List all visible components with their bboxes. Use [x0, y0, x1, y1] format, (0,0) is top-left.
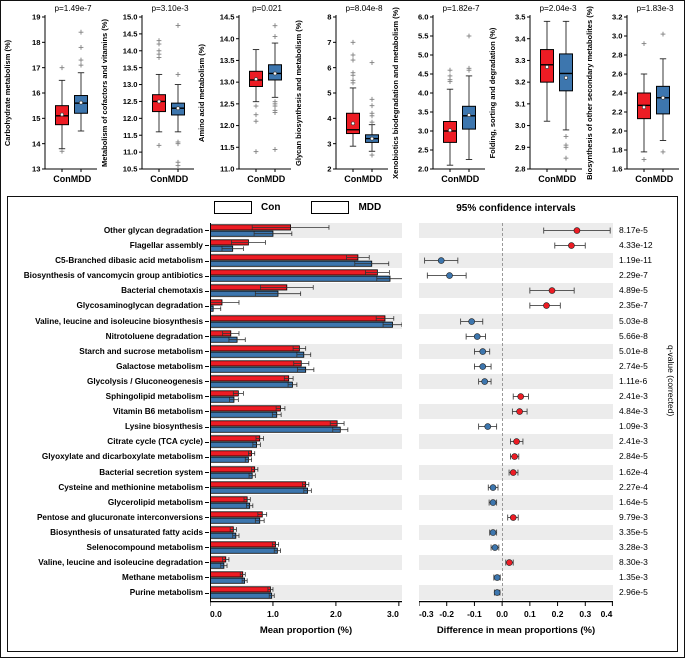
q-value: 1.62e-4 [619, 466, 648, 477]
svg-text:p=2.04e-3: p=2.04e-3 [539, 4, 577, 13]
svg-text:2.8: 2.8 [514, 164, 526, 174]
confidence-interval [419, 298, 613, 313]
mean-proportion-bars [210, 223, 402, 238]
confidence-interval [419, 344, 613, 359]
svg-text:12.0: 12.0 [122, 113, 138, 123]
pathway-label: Bacterial secretion system [8, 465, 210, 480]
q-value: 2.41e-3 [619, 436, 648, 447]
mean-proportion-bars [210, 570, 402, 585]
pathway-label: Selenocompound metabolism [8, 540, 210, 555]
q-value: 8.30e-3 [619, 557, 648, 568]
svg-text:16: 16 [32, 88, 41, 98]
legend [214, 201, 381, 214]
svg-text:3.0: 3.0 [387, 609, 399, 619]
confidence-interval [419, 389, 613, 404]
svg-text:1.8: 1.8 [611, 145, 623, 155]
pathway-row [8, 374, 677, 389]
pathway-row [8, 283, 677, 298]
mean-proportion-bars [210, 434, 402, 449]
confidence-interval [419, 480, 613, 495]
svg-text:MDD: MDD [70, 174, 92, 184]
pathway-row [8, 525, 677, 540]
qvalue-axis-label: q-value (corrected) [666, 345, 676, 417]
ci-title: 95% confidence intervals [456, 203, 576, 214]
pathway-row [8, 298, 677, 313]
pathway-label: Flagellar assembly [8, 238, 210, 253]
stamp-rows [8, 223, 677, 600]
pathway-label: Galactose metabolism [8, 359, 210, 374]
pathway-label: Valine, leucine and isoleucine biosynthesis [8, 314, 210, 329]
svg-text:7: 7 [327, 37, 332, 47]
boxplot-panel [195, 1, 292, 196]
q-value: 4.33e-12 [619, 240, 653, 251]
svg-text:2.6: 2.6 [611, 69, 623, 79]
svg-text:Xenobiotics biodegradation and: Xenobiotics biodegradation and metabolism (%) [391, 7, 400, 179]
mean-proportion-bars [210, 465, 402, 480]
mean-proportion-bars [210, 419, 402, 434]
svg-text:4.0: 4.0 [417, 88, 429, 98]
svg-text:MDD: MDD [458, 174, 480, 184]
q-value: 3.35e-5 [619, 526, 648, 537]
q-value: 2.35e-7 [619, 300, 648, 311]
svg-text:10.5: 10.5 [122, 164, 138, 174]
mean-proportion-bars [210, 525, 402, 540]
confidence-interval [419, 510, 613, 525]
svg-text:Con: Con [538, 174, 556, 184]
mean-proportion-bars [210, 540, 402, 555]
svg-text:p=3.10e-3: p=3.10e-3 [151, 4, 189, 13]
pathway-label: Glyoxylate and dicarboxylate metabolism [8, 449, 210, 464]
confidence-interval [419, 268, 613, 283]
svg-text:6.0: 6.0 [417, 12, 429, 22]
confidence-interval [419, 253, 613, 268]
pathway-label: Nitrotoluene degradation [8, 329, 210, 344]
confidence-interval [419, 540, 613, 555]
svg-text:Con: Con [53, 174, 71, 184]
confidence-interval [419, 570, 613, 585]
svg-text:p=0.021: p=0.021 [252, 4, 282, 13]
svg-text:15: 15 [32, 113, 41, 123]
pathway-label: Sphingolipid metabolism [8, 389, 210, 404]
pathway-row [8, 359, 677, 374]
svg-text:Biosynthesis of other secondar: Biosynthesis of other secondary metabolites (%) [585, 6, 594, 180]
pathway-row [8, 329, 677, 344]
svg-text:0.0: 0.0 [210, 609, 222, 619]
confidence-interval [419, 314, 613, 329]
svg-text:0.2: 0.2 [551, 609, 564, 619]
svg-text:2.9: 2.9 [514, 142, 526, 152]
q-value: 2.84e-5 [619, 451, 648, 462]
svg-text:3.2: 3.2 [611, 12, 623, 22]
svg-text:p=1.49e-7: p=1.49e-7 [54, 4, 92, 13]
pathway-row [8, 253, 677, 268]
confidence-interval [419, 525, 613, 540]
pathway-row [8, 419, 677, 434]
legend-mdd-label: MDD [358, 202, 382, 213]
svg-text:2.4: 2.4 [611, 88, 623, 98]
svg-text:11.5: 11.5 [220, 142, 235, 152]
svg-text:5.5: 5.5 [417, 31, 429, 41]
pathway-row [8, 510, 677, 525]
confidence-interval [419, 585, 613, 600]
svg-text:2: 2 [327, 164, 332, 174]
svg-text:Con: Con [150, 174, 168, 184]
svg-text:0.1: 0.1 [523, 609, 536, 619]
confidence-interval [419, 419, 613, 434]
q-value: 9.79e-3 [619, 511, 648, 522]
confidence-interval [419, 359, 613, 374]
svg-text:0.0: 0.0 [496, 609, 509, 619]
mean-proportion-bars [210, 298, 402, 313]
q-value: 5.01e-8 [619, 345, 648, 356]
pathway-label: Lysine biosynthesis [8, 419, 210, 434]
mean-proportion-bars [210, 480, 402, 495]
svg-text:Amino acid metabolism (%): Amino acid metabolism (%) [197, 44, 206, 142]
svg-text:Con: Con [635, 174, 653, 184]
pathway-row [8, 389, 677, 404]
svg-text:14: 14 [32, 139, 41, 149]
q-value: 2.74e-5 [619, 360, 648, 371]
svg-text:3.0: 3.0 [514, 121, 526, 131]
svg-text:p=8.04e-8: p=8.04e-8 [345, 4, 383, 13]
mean-proportion-bars [210, 374, 402, 389]
pathway-row [8, 465, 677, 480]
pathway-label: Valine, leucine and isoleucine degradation [8, 555, 210, 570]
svg-text:17: 17 [32, 63, 41, 73]
pathway-row [8, 268, 677, 283]
svg-text:14.0: 14.0 [219, 34, 235, 44]
boxplot-panel [389, 1, 486, 196]
mean-proportion-bars [210, 238, 402, 253]
svg-text:13.5: 13.5 [219, 56, 235, 66]
svg-text:12.0: 12.0 [219, 121, 235, 131]
q-value: 1.35e-3 [619, 572, 648, 583]
confidence-interval [419, 449, 613, 464]
q-value: 2.96e-5 [619, 587, 648, 598]
mean-proportion-bars [210, 283, 402, 298]
q-value: 4.89e-5 [619, 285, 648, 296]
q-value: 2.41e-3 [619, 391, 648, 402]
svg-text:Con: Con [247, 174, 265, 184]
pathway-label: Pentose and glucuronate interconversions [8, 510, 210, 525]
svg-text:Con: Con [441, 174, 459, 184]
svg-text:14.5: 14.5 [219, 12, 235, 22]
svg-text:3.5: 3.5 [417, 107, 429, 117]
svg-text:3.1: 3.1 [514, 99, 526, 109]
q-value: 5.66e-8 [619, 330, 648, 341]
legend-con-label: Con [261, 202, 281, 213]
svg-text:2.0: 2.0 [329, 609, 342, 619]
svg-text:-0.1: -0.1 [467, 609, 482, 619]
svg-text:13.5: 13.5 [122, 63, 138, 73]
q-value: 1.11e-6 [619, 375, 648, 386]
confidence-interval [419, 555, 613, 570]
mean-proportion-bars [210, 510, 402, 525]
svg-text:4: 4 [327, 113, 332, 123]
svg-text:p=1.82e-7: p=1.82e-7 [442, 4, 480, 13]
bars-x-axis [210, 601, 402, 625]
bars-y-axis [210, 223, 211, 601]
pathway-label: Biosynthesis of vancomycin group antibiotics [8, 268, 210, 283]
legend-con-swatch [214, 201, 252, 214]
svg-text:3.2: 3.2 [514, 77, 526, 87]
mean-proportion-bars [210, 495, 402, 510]
svg-text:MDD: MDD [555, 174, 577, 184]
pathway-row [8, 449, 677, 464]
pathway-row [8, 585, 677, 600]
mean-proportion-bars [210, 555, 402, 570]
confidence-interval [419, 238, 613, 253]
svg-text:2.5: 2.5 [417, 145, 429, 155]
svg-text:18: 18 [32, 37, 41, 47]
svg-text:1.0: 1.0 [267, 609, 279, 619]
mean-proportion-bars [210, 268, 402, 283]
mean-proportion-bars [210, 389, 402, 404]
pathway-row [8, 223, 677, 238]
svg-text:14.0: 14.0 [122, 46, 138, 56]
pathway-row [8, 540, 677, 555]
svg-text:Carbohydrate metabolism (%): Carbohydrate metabolism (%) [3, 39, 12, 147]
svg-text:1.6: 1.6 [611, 164, 623, 174]
pathway-row [8, 555, 677, 570]
svg-text:0.3: 0.3 [579, 609, 592, 619]
pathway-row [8, 570, 677, 585]
svg-text:0.4: 0.4 [600, 609, 613, 619]
bars-axis-title: Mean proportion (%) [259, 625, 353, 636]
svg-text:MDD: MDD [361, 174, 383, 184]
q-value: 1.19e-11 [619, 255, 652, 266]
svg-text:3.4: 3.4 [514, 34, 526, 44]
svg-text:8: 8 [327, 12, 332, 22]
pathway-row [8, 495, 677, 510]
boxplot-panels [1, 1, 684, 197]
zero-reference-line [502, 223, 503, 601]
boxplot-panel [292, 1, 389, 196]
pathway-row [8, 480, 677, 495]
boxplot-panel [98, 1, 195, 196]
pathway-label: Citrate cycle (TCA cycle) [8, 434, 210, 449]
confidence-interval [419, 434, 613, 449]
svg-text:Glycan biosynthesis and metabo: Glycan biosynthesis and metabolism (%) [294, 20, 303, 166]
q-value: 8.17e-5 [619, 225, 648, 235]
confidence-interval [419, 404, 613, 419]
pathway-row [8, 404, 677, 419]
boxplot-panel [486, 1, 583, 196]
mean-proportion-bars [210, 314, 402, 329]
svg-text:3.0: 3.0 [611, 31, 623, 41]
svg-text:13.0: 13.0 [122, 80, 138, 90]
svg-text:3.5: 3.5 [514, 12, 526, 22]
svg-text:19: 19 [32, 12, 41, 22]
svg-text:-0.3: -0.3 [419, 609, 434, 619]
axis-titles [8, 625, 677, 636]
pathway-label: Other glycan degradation [8, 223, 210, 238]
svg-text:Con: Con [344, 174, 362, 184]
pathway-row [8, 344, 677, 359]
svg-text:11.5: 11.5 [123, 130, 138, 140]
confidence-interval [419, 495, 613, 510]
svg-text:p=1.83e-3: p=1.83e-3 [636, 4, 674, 13]
svg-text:3.3: 3.3 [514, 56, 526, 66]
mean-proportion-bars [210, 585, 402, 600]
svg-text:5: 5 [327, 88, 332, 98]
confidence-interval [419, 223, 613, 238]
mean-proportion-bars [210, 329, 402, 344]
svg-text:15.0: 15.0 [122, 12, 138, 22]
pathway-label: Starch and sucrose metabolism [8, 344, 210, 359]
svg-text:MDD: MDD [167, 174, 189, 184]
svg-text:MDD: MDD [264, 174, 286, 184]
mean-proportion-bars [210, 359, 402, 374]
svg-text:Metabolism of cofactors and vi: Metabolism of cofactors and vitamins (%) [100, 19, 109, 167]
pathway-label: Cysteine and methionine metabolism [8, 480, 210, 495]
svg-text:14.5: 14.5 [122, 29, 138, 39]
pathway-label: Glycolysis / Gluconeogenesis [8, 374, 210, 389]
diff-axis-title: Difference in mean proportions (%) [436, 625, 596, 636]
mean-proportion-bars [210, 404, 402, 419]
svg-text:12.5: 12.5 [219, 99, 235, 109]
pathway-label: Bacterial chemotaxis [8, 283, 210, 298]
pathway-row [8, 434, 677, 449]
mean-proportion-bars [210, 344, 402, 359]
pathway-row [8, 238, 677, 253]
mean-proportion-bars [210, 253, 402, 268]
extended-error-bar-panel [7, 196, 678, 652]
boxplot-panel [1, 1, 98, 196]
mean-proportion-bars [210, 449, 402, 464]
pathway-label: Vitamin B6 metabolism [8, 404, 210, 419]
pathway-label: Methane metabolism [8, 570, 210, 585]
confidence-interval [419, 374, 613, 389]
pathway-label: Purine metabolism [8, 585, 210, 600]
svg-text:13.0: 13.0 [219, 77, 235, 87]
svg-text:13: 13 [32, 164, 41, 174]
svg-text:2.0: 2.0 [611, 126, 623, 136]
svg-text:3.0: 3.0 [417, 126, 429, 136]
q-value: 2.27e-4 [619, 481, 648, 492]
pathway-label: Glycerolipid metabolism [8, 495, 210, 510]
svg-text:-0.2: -0.2 [439, 609, 455, 619]
svg-text:MDD: MDD [652, 174, 674, 184]
svg-text:2.2: 2.2 [611, 107, 623, 117]
diff-x-axis [419, 601, 613, 625]
svg-text:12.5: 12.5 [122, 97, 138, 107]
confidence-interval [419, 283, 613, 298]
boxplot-panel [583, 1, 680, 196]
svg-text:5.0: 5.0 [417, 50, 429, 60]
confidence-interval [419, 329, 613, 344]
svg-text:2.8: 2.8 [611, 50, 623, 60]
svg-text:3: 3 [327, 139, 332, 149]
svg-text:2.0: 2.0 [417, 164, 429, 174]
q-value: 4.84e-3 [619, 406, 648, 417]
svg-text:4.5: 4.5 [417, 69, 429, 79]
pathway-label: Glycosaminoglycan degradation [8, 298, 210, 313]
q-value: 5.03e-8 [619, 315, 648, 326]
q-value: 3.28e-3 [619, 541, 648, 552]
confidence-interval [419, 465, 613, 480]
q-value: 1.09e-3 [619, 421, 648, 432]
svg-text:6: 6 [327, 63, 332, 73]
pathway-row [8, 314, 677, 329]
legend-mdd-swatch [311, 201, 349, 214]
svg-text:11.0: 11.0 [123, 147, 138, 157]
axes [8, 601, 677, 625]
pathway-label: C5-Branched dibasic acid metabolism [8, 253, 210, 268]
svg-text:11.0: 11.0 [220, 164, 235, 174]
pathway-label: Biosynthesis of unsaturated fatty acids [8, 525, 210, 540]
q-value: 1.64e-5 [619, 496, 648, 507]
svg-text:Folding, sorting and degradati: Folding, sorting and degradation (%) [488, 27, 497, 159]
q-value: 2.29e-7 [619, 270, 648, 281]
